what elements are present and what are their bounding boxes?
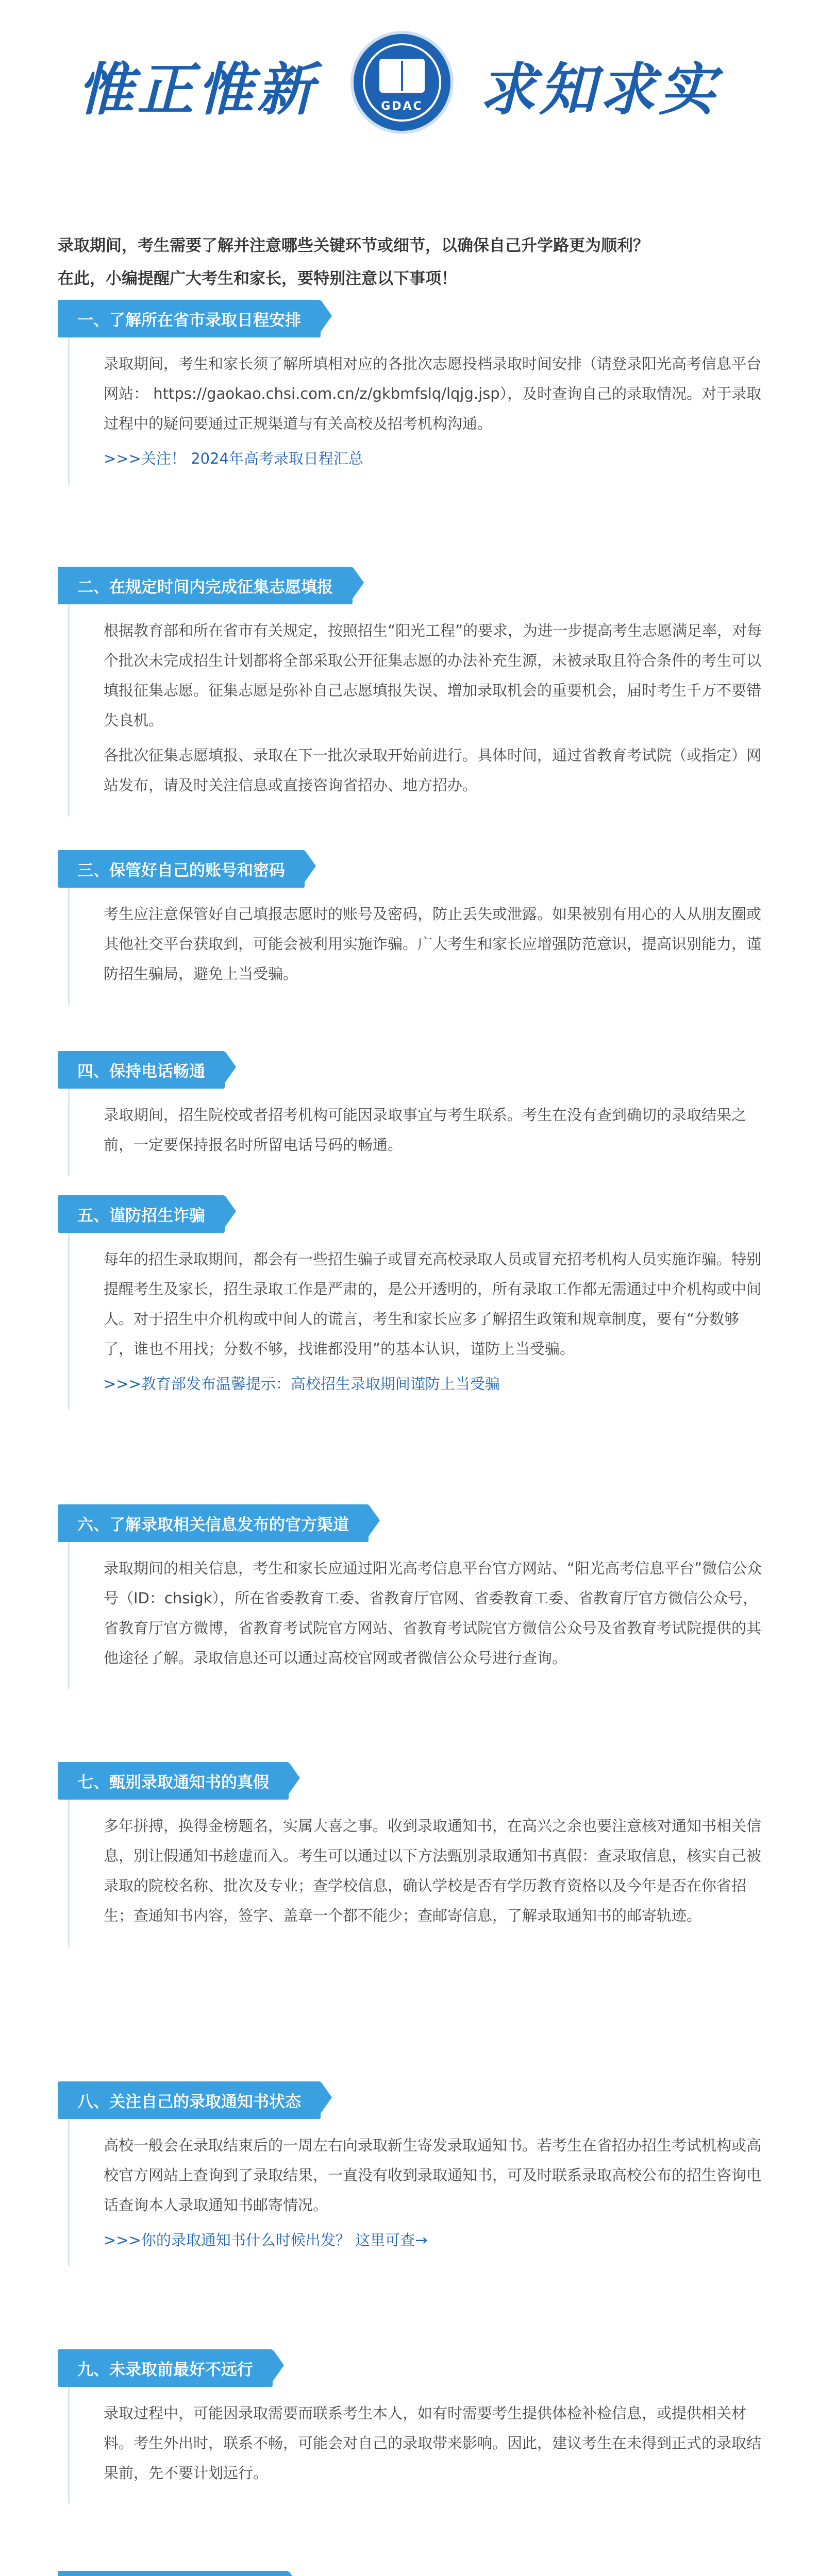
section-title: 九、未录取前最好不远行 — [58, 2349, 273, 2387]
section-title: 六、了解录取相关信息发布的官方渠道 — [58, 1504, 369, 1542]
section-title: 四、保持电话畅通 — [58, 1051, 225, 1089]
section-link[interactable]: >>>教育部发布温馨提示：高校招生录取期间谨防上当受骗 — [104, 1375, 500, 1393]
section-6 — [58, 1504, 764, 1689]
section-title: 一、了解所在省市录取日程安排 — [58, 300, 321, 337]
section-paragraph: 根据教育部和所在省市有关规定，按照招生“阳光工程”的要求，为进一步提高考生志愿满足率，对每个批次未完成招生计划都将全部采取公开征集志愿的办法补充生源，未被录取且符合条件的考生可以填报征集志愿。征集志愿是弥补自己志愿填报失误、增加录取机会的重要机会，届时考生千万不要错失良机。 — [104, 622, 762, 729]
section-9 — [58, 2349, 764, 2504]
section-1 — [58, 300, 764, 485]
section-2 — [58, 567, 764, 817]
header-banner — [0, 0, 819, 170]
book-icon — [379, 59, 425, 93]
section-4 — [58, 1051, 764, 1176]
section-title: 三、保管好自己的账号和密码 — [58, 850, 305, 888]
section-paragraph: 高校一般会在录取结束后的一周左右向录取新生寄发录取通知书。若考生在省招办招生考试机构或高校官方网站上查询到了录取结果，一直没有收到录取通知书，可及时联系录取高校公布的招生咨询电话查询本人录取通知书邮寄情况。 — [104, 2137, 762, 2214]
section-3 — [58, 850, 764, 1005]
section-link[interactable]: >>>你的录取通知书什么时候出发？ 这里可查→ — [104, 2231, 428, 2249]
school-emblem-logo — [350, 31, 454, 134]
section-5 — [58, 1195, 764, 1410]
slogan-right: 求知求实 — [479, 56, 718, 123]
section-title — [58, 2571, 289, 2576]
section-paragraph: 各批次征集志愿填报、录取在下一批次录取开始前进行。具体时间，通过省教育考试院（或指定）网站发布，请及时关注信息或直接咨询省招办、地方招办。 — [104, 747, 762, 794]
section-title: 五、谨防招生诈骗 — [58, 1195, 225, 1233]
section-7 — [58, 1762, 764, 1947]
section-title: 七、甄别录取通知书的真假 — [58, 1762, 289, 1800]
slogan-left: 惟正惟新 — [77, 56, 316, 123]
section-paragraph: 每年的招生录取期间，都会有一些招生骗子或冒充高校录取人员或冒充招考机构人员实施诈骗。特别提醒考生及家长，招生录取工作是严肃的，是公开透明的，所有录取工作都无需通过中介机构或中间人。对于招生中介机构或中间人的谎言，考生和家长应多了解招生政策和规章制度，要有“分数够了，谁也不用找；分数不够，找谁都没用”的基本认识，谨防上当受骗。 — [104, 1250, 762, 1358]
section-paragraph: 多年拼搏，换得金榜题名，实属大喜之事。收到录取通知书，在高兴之余也要注意核对通知书相关信息，别让假通知书趁虚而入。考生可以通过以下方法甄别录取通知书真假：查录取信息，核实自己被录取的院校名称、批次及专业；查学校信息，确认学校是否有学历教育资格以及今年是否在你省招生；查通知书内容，签字、盖章一个都不能少；查邮寄信息，了解录取通知书的邮寄轨迹。 — [104, 1817, 762, 1924]
section-paragraph: 录取过程中，可能因录取需要而联系考生本人，如有时需要考生提供体检补检信息，或提供相关材料。考生外出时，联系不畅，可能会对自己的录取带来影响。因此，建议考生在未得到正式的录取结果前，先不要计划远行。 — [104, 2404, 762, 2482]
section-title: 八、关注自己的录取通知书状态 — [58, 2081, 321, 2119]
emblem-code: GDAC — [381, 100, 423, 113]
intro-line-2: 在此，小编提醒广大考生和家长，要特别注意以下事项！ — [58, 269, 457, 288]
section-paragraph: 录取期间的相关信息，考生和家长应通过阳光高考信息平台官方网站、“阳光高考信息平台”微信公众号（ID：chsigk），所在省委教育工委、省教育厅官网、省委教育工委、省教育厅官方微信公众号，省教育厅官方微博，省教育考试院官方网站、省教育考试院官方微信公众号及省教育考试院提供的其他途径了解。录取信息还可以通过高校官网或者微信公众号进行查询。 — [104, 1560, 762, 1667]
intro — [58, 229, 764, 295]
section-paragraph: 考生应注意保管好自己填报志愿时的账号及密码，防止丢失或泄露。如果被别有用心的人从朋友圈或其他社交平台获取到，可能会被利用实施诈骗。广大考生和家长应增强防范意识，提高识别能力，谨防招生骗局，避免上当受骗。 — [104, 905, 762, 982]
intro-line-1: 录取期间，考生需要了解并注意哪些关键环节或细节，以确保自己升学路更为顺利？ — [58, 236, 649, 255]
section-10 — [58, 2571, 764, 2576]
section-title: 二、在规定时间内完成征集志愿填报 — [58, 567, 353, 604]
section-paragraph: 录取期间，考生和家长须了解所填相对应的各批次志愿投档录取时间安排（请登录阳光高考信息平台网站： https://gaokao.chsi.com.cn/z/gkbmfslq/lqjg.jsp），及时查询自己的录取情况。对于录取过程中的疑问要通过正规渠道与有关高校及招考机构沟通。 — [104, 355, 762, 432]
section-link[interactable]: >>>关注！ 2024年高考录取日程汇总 — [104, 450, 363, 467]
section-paragraph: 录取期间，招生院校或者招考机构可能因录取事宜与考生联系。考生在没有查到确切的录取结果之前，一定要保持报名时所留电话号码的畅通。 — [104, 1106, 747, 1154]
section-8 — [58, 2081, 764, 2266]
